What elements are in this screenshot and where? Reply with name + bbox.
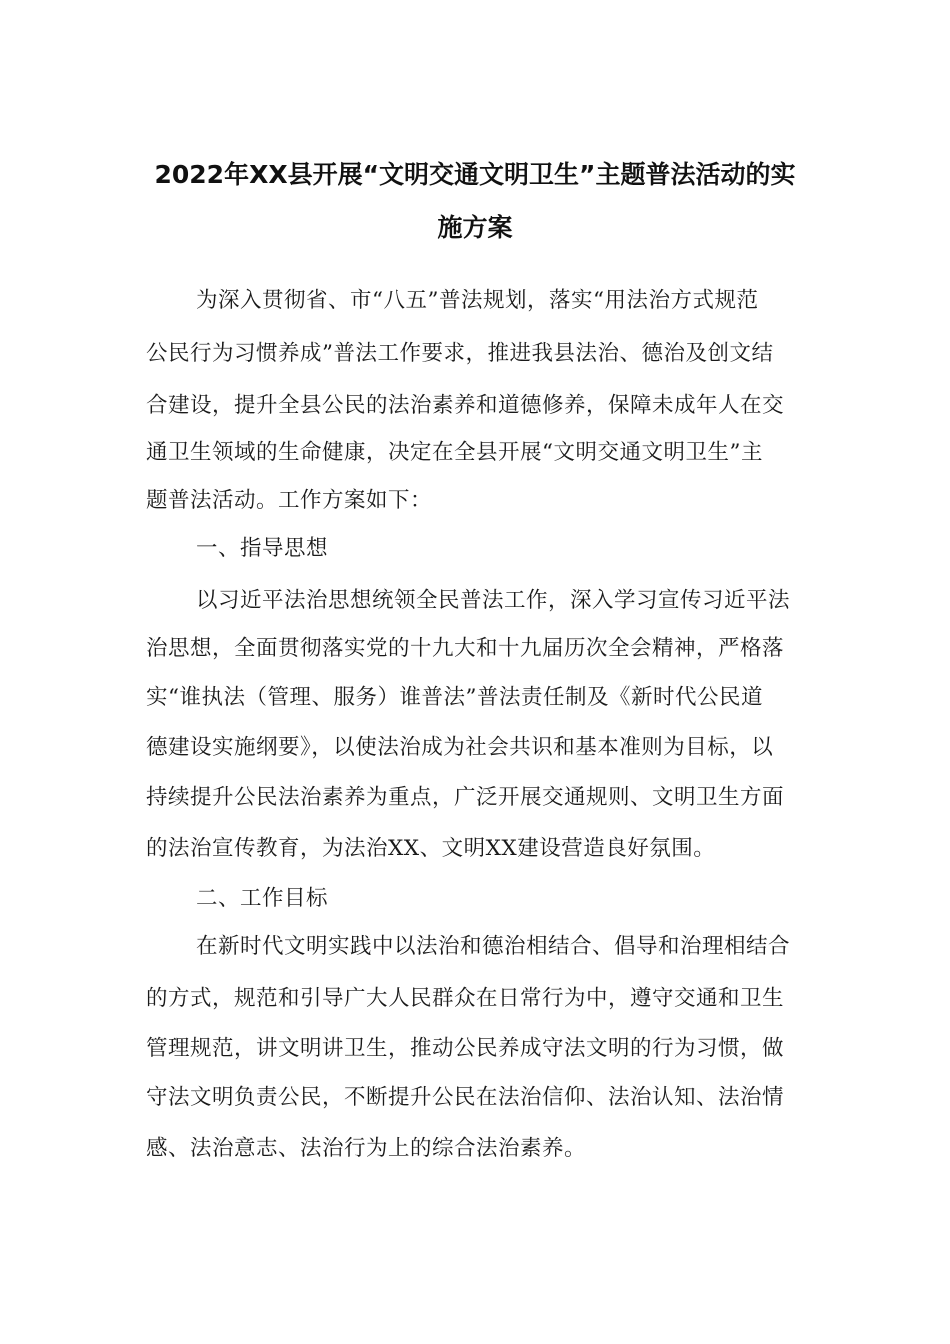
paragraph-intro-line-4: 通卫生领域的生命健康，决定在全县开展“文明交通文明卫生”主 <box>146 440 763 465</box>
paragraph-intro-line-2: 公民行为习惯养成”普法工作要求，推进我县法治、德治及创文结 <box>146 341 774 366</box>
paragraph-guiding-line-6: 的法治宣传教育，为法治XX、文明XX建设营造良好氛围。 <box>146 836 716 861</box>
paragraph-goals-line-4: 守法文明负责公民，不断提升公民在法治信仰、法治认知、法治情 <box>146 1085 785 1110</box>
section-heading-work-goals: 二、工作目标 <box>196 886 329 911</box>
paragraph-goals-line-2: 的方式，规范和引导广大人民群众在日常行为中，遵守交通和卫生 <box>146 986 785 1011</box>
paragraph-goals-line-1: 在新时代文明实践中以法治和德治相结合、倡导和治理相结合 <box>196 934 791 959</box>
section-heading-guiding-thought: 一、指导思想 <box>196 536 329 561</box>
paragraph-goals-line-3: 管理规范，讲文明讲卫生，推动公民养成守法文明的行为习惯，做 <box>146 1036 785 1061</box>
paragraph-intro-line-1: 为深入贯彻省、市“八五”普法规划，落实“用法治方式规范 <box>196 288 759 313</box>
paragraph-guiding-line-5: 持续提升公民法治素养为重点，广泛开展交通规则、文明卫生方面 <box>146 785 785 810</box>
document-title-line-1: 2022年XX县开展“文明交通文明卫生”主题普法活动的实 <box>154 160 796 189</box>
paragraph-guiding-line-3: 实“谁执法（管理、服务）谁普法”普法责任制及《新时代公民道 <box>146 685 763 710</box>
document-title-line-2: 施方案 <box>437 213 513 242</box>
paragraph-goals-line-5: 感、法治意志、法治行为上的综合法治素养。 <box>146 1136 587 1161</box>
paragraph-guiding-line-4: 德建设实施纲要》，以使法治成为社会共识和基本准则为目标，以 <box>146 735 774 760</box>
paragraph-guiding-line-1: 以习近平法治思想统领全民普法工作，深入学习宣传习近平法 <box>196 588 791 613</box>
paragraph-intro-line-3: 合建设，提升全县公民的法治素养和道德修养，保障未成年人在交 <box>146 393 785 418</box>
paragraph-guiding-line-2: 治思想，全面贯彻落实党的十九大和十九届历次全会精神，严格落 <box>146 636 785 661</box>
paragraph-intro-line-5: 题普法活动。工作方案如下： <box>146 488 433 513</box>
